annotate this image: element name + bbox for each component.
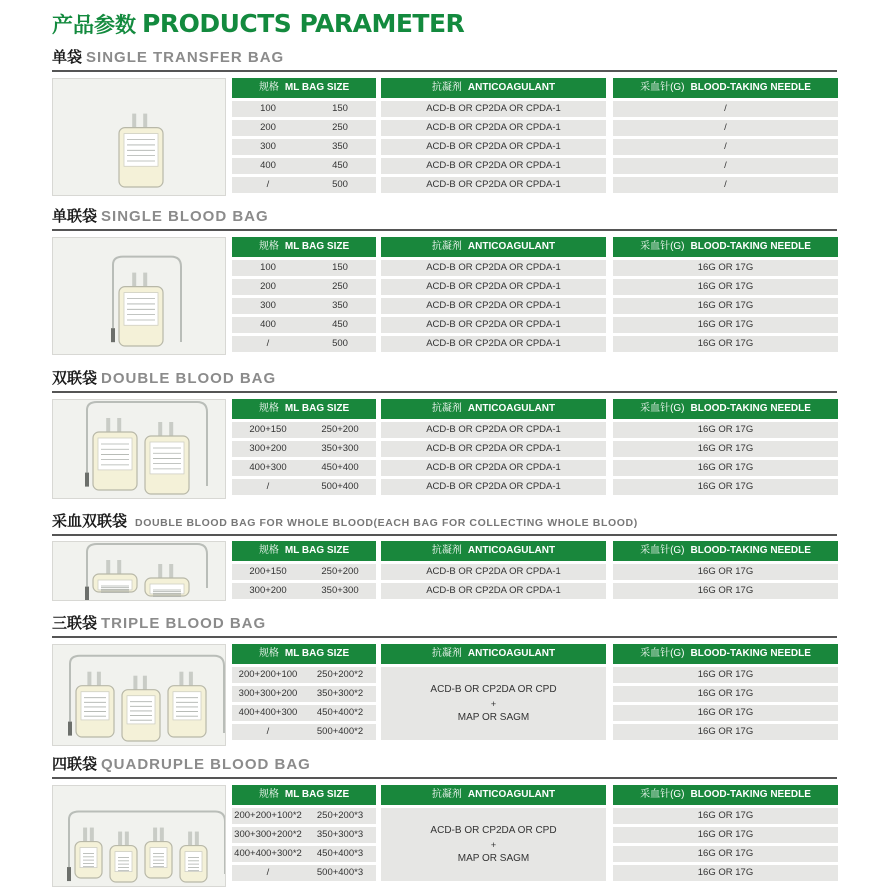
anticoagulant-cell: ACD-B OR CP2DA OR CPDA-1 xyxy=(381,139,606,155)
table-row xyxy=(232,865,376,881)
anticoagulant-cell: ACD-B OR CP2DA OR CPDA-1 xyxy=(381,158,606,174)
header-anticoagulant: 抗凝剂 ANTICOAGULANT xyxy=(381,644,606,664)
size-column xyxy=(232,644,376,740)
anticoagulant-cell: ACD-B OR CP2DA OR CPDA-1 xyxy=(381,441,606,457)
anticoagulant-column xyxy=(381,78,606,193)
size-value: / xyxy=(266,338,270,349)
size-value: 450 xyxy=(332,319,348,330)
needle-cell: / xyxy=(613,177,838,193)
section-title-en: DOUBLE BLOOD BAG xyxy=(101,370,277,387)
section-2 xyxy=(52,369,837,492)
table-row xyxy=(232,441,376,457)
header-needle: 采血针(G) BLOOD-TAKING NEEDLE xyxy=(613,541,838,561)
needle-cell: / xyxy=(613,120,838,136)
table-row xyxy=(232,686,376,702)
size-value: 200 xyxy=(260,281,276,292)
anticoagulant-cell: ACD-B OR CP2DA OR CPDA-1 xyxy=(381,460,606,476)
size-value: 200+200+100*2 xyxy=(234,810,302,821)
needle-column xyxy=(613,785,838,881)
section-title-cn: 双联袋 xyxy=(52,370,98,387)
anticoagulant-column xyxy=(381,399,606,495)
section-title xyxy=(52,512,837,532)
size-value: / xyxy=(266,867,270,878)
needle-column xyxy=(613,237,838,352)
table-row xyxy=(232,120,376,136)
section-divider xyxy=(52,391,837,393)
table-row xyxy=(232,317,376,333)
size-value: 300 xyxy=(260,141,276,152)
size-column xyxy=(232,78,376,193)
page-title xyxy=(52,8,464,40)
anticoagulant-cell: ACD-B OR CP2DA OR CPDA-1 xyxy=(381,583,606,599)
needle-cell: 16G OR 17G xyxy=(613,298,838,314)
section-title-en: SINGLE TRANSFER BAG xyxy=(86,49,285,66)
needle-cell: 16G OR 17G xyxy=(613,564,838,580)
needle-cell: / xyxy=(613,158,838,174)
size-value: 300+300+200 xyxy=(238,688,298,699)
needle-cell: 16G OR 17G xyxy=(613,846,838,862)
anticoagulant-column xyxy=(381,237,606,352)
product-image xyxy=(52,644,226,746)
product-image xyxy=(52,237,226,355)
needle-cell: / xyxy=(613,139,838,155)
table-row xyxy=(232,583,376,599)
section-title xyxy=(52,755,837,775)
size-value: 250+200 xyxy=(321,424,359,435)
anticoagulant-column xyxy=(381,541,606,599)
size-value: 500 xyxy=(332,179,348,190)
header-anticoagulant: 抗凝剂 ANTICOAGULANT xyxy=(381,541,606,561)
anticoagulant-cell: ACD-B OR CP2DA OR CPDA-1 xyxy=(381,317,606,333)
needle-cell: 16G OR 17G xyxy=(613,422,838,438)
anticoagulant-line: ACD-B OR CP2DA OR CPD xyxy=(430,683,557,695)
anticoagulant-cell: ACD-B OR CP2DA OR CPDA-1 xyxy=(381,101,606,117)
table-row xyxy=(232,724,376,740)
needle-column xyxy=(613,644,838,740)
size-value: 450 xyxy=(332,160,348,171)
anticoagulant-column xyxy=(381,785,606,881)
size-value: 250+200 xyxy=(321,566,359,577)
section-title xyxy=(52,207,837,227)
table-row xyxy=(232,260,376,276)
needle-cell: 16G OR 17G xyxy=(613,336,838,352)
anticoagulant-cell: ACD-B OR CP2DA OR CPDA-1 xyxy=(381,564,606,580)
header-needle: 采血针(G) BLOOD-TAKING NEEDLE xyxy=(613,399,838,419)
table-row xyxy=(232,827,376,843)
size-value: 150 xyxy=(332,103,348,114)
section-title-cn: 单袋 xyxy=(52,49,83,66)
size-value: 200+200+100 xyxy=(238,669,298,680)
section-5 xyxy=(52,755,837,878)
section-1 xyxy=(52,207,837,349)
table-row xyxy=(232,139,376,155)
section-title-en: SINGLE BLOOD BAG xyxy=(101,208,269,225)
size-value: 100 xyxy=(260,262,276,273)
needle-cell: 16G OR 17G xyxy=(613,279,838,295)
size-value: 200 xyxy=(260,122,276,133)
anticoagulant-cell: ACD-B OR CP2DA OR CPDA-1 xyxy=(381,120,606,136)
needle-cell: 16G OR 17G xyxy=(613,260,838,276)
anticoagulant-cell: ACD-B OR CP2DA OR CPDA-1 xyxy=(381,177,606,193)
header-anticoagulant: 抗凝剂 ANTICOAGULANT xyxy=(381,399,606,419)
size-value: 400 xyxy=(260,160,276,171)
size-value: / xyxy=(266,481,270,492)
header-anticoagulant: 抗凝剂 ANTICOAGULANT xyxy=(381,785,606,805)
anticoagulant-plus: + xyxy=(490,839,497,850)
header-bag-size: 规格 ML BAG SIZE xyxy=(232,785,376,805)
header-anticoagulant: 抗凝剂 ANTICOAGULANT xyxy=(381,237,606,257)
header-bag-size: 规格 ML BAG SIZE xyxy=(232,644,376,664)
table-row xyxy=(232,279,376,295)
size-value: 400+400+300 xyxy=(238,707,298,718)
size-value: 250 xyxy=(332,281,348,292)
needle-cell: 16G OR 17G xyxy=(613,441,838,457)
size-value: 400 xyxy=(260,319,276,330)
needle-column xyxy=(613,78,838,193)
size-value: 150 xyxy=(332,262,348,273)
table-row xyxy=(232,336,376,352)
needle-cell: 16G OR 17G xyxy=(613,583,838,599)
size-value: 250+200*3 xyxy=(316,810,364,821)
anticoagulant-plus: + xyxy=(490,698,497,709)
section-title xyxy=(52,614,837,634)
section-divider xyxy=(52,777,837,779)
section-title xyxy=(52,369,837,389)
section-4 xyxy=(52,614,837,737)
header-bag-size: 规格 ML BAG SIZE xyxy=(232,399,376,419)
size-value: 350+300*3 xyxy=(316,829,364,840)
header-needle: 采血针(G) BLOOD-TAKING NEEDLE xyxy=(613,237,838,257)
size-value: 450+400*3 xyxy=(316,848,364,859)
size-value: 200+150 xyxy=(249,424,287,435)
anticoagulant-merged-cell xyxy=(381,808,606,881)
size-column xyxy=(232,399,376,495)
size-value: 300+300+200*2 xyxy=(234,829,302,840)
needle-cell: 16G OR 17G xyxy=(613,317,838,333)
needle-column xyxy=(613,541,838,599)
size-value: / xyxy=(266,179,270,190)
size-value: 450+400*2 xyxy=(316,707,364,718)
header-needle: 采血针(G) BLOOD-TAKING NEEDLE xyxy=(613,644,838,664)
product-image xyxy=(52,399,226,499)
page-title-cn: 产品参数 xyxy=(52,14,136,37)
size-value: 250+200*2 xyxy=(316,669,364,680)
table-row xyxy=(232,667,376,683)
size-value: / xyxy=(266,726,270,737)
product-image xyxy=(52,78,226,196)
anticoagulant-cell: ACD-B OR CP2DA OR CPDA-1 xyxy=(381,260,606,276)
size-value: 350+300*2 xyxy=(316,688,364,699)
anticoagulant-cell: ACD-B OR CP2DA OR CPDA-1 xyxy=(381,479,606,495)
section-title-cn: 三联袋 xyxy=(52,615,98,632)
size-value: 400+400+300*2 xyxy=(234,848,302,859)
needle-cell: 16G OR 17G xyxy=(613,865,838,881)
section-0 xyxy=(52,48,837,190)
section-title-en: DOUBLE BLOOD BAG FOR WHOLE BLOOD(EACH BAG FOR COLLECTING WHOLE BLOOD) xyxy=(135,517,638,529)
section-title xyxy=(52,48,837,68)
anticoagulant-cell: ACD-B OR CP2DA OR CPDA-1 xyxy=(381,336,606,352)
table-row xyxy=(232,846,376,862)
needle-column xyxy=(613,399,838,495)
size-value: 500+400 xyxy=(321,481,359,492)
size-value: 350+300 xyxy=(321,585,359,596)
anticoagulant-line: ACD-B OR CP2DA OR CPD xyxy=(430,824,557,836)
size-column xyxy=(232,541,376,599)
size-value: 500 xyxy=(332,338,348,349)
needle-cell: / xyxy=(613,101,838,117)
needle-cell: 16G OR 17G xyxy=(613,705,838,721)
header-anticoagulant: 抗凝剂 ANTICOAGULANT xyxy=(381,78,606,98)
anticoagulant-column xyxy=(381,644,606,740)
size-value: 350 xyxy=(332,300,348,311)
section-title-cn: 单联袋 xyxy=(52,208,98,225)
size-value: 300+200 xyxy=(249,443,287,454)
header-needle: 采血针(G) BLOOD-TAKING NEEDLE xyxy=(613,78,838,98)
size-column xyxy=(232,237,376,352)
header-needle: 采血针(G) BLOOD-TAKING NEEDLE xyxy=(613,785,838,805)
anticoagulant-cell: ACD-B OR CP2DA OR CPDA-1 xyxy=(381,422,606,438)
needle-cell: 16G OR 17G xyxy=(613,460,838,476)
product-image xyxy=(52,541,226,601)
size-value: 250 xyxy=(332,122,348,133)
table-row xyxy=(232,298,376,314)
size-value: 200+150 xyxy=(249,566,287,577)
anticoagulant-cell: ACD-B OR CP2DA OR CPDA-1 xyxy=(381,279,606,295)
section-title-en: QUADRUPLE BLOOD BAG xyxy=(101,756,311,773)
header-bag-size: 规格 ML BAG SIZE xyxy=(232,541,376,561)
table-row xyxy=(232,808,376,824)
needle-cell: 16G OR 17G xyxy=(613,479,838,495)
section-divider xyxy=(52,229,837,231)
needle-cell: 16G OR 17G xyxy=(613,667,838,683)
section-divider xyxy=(52,636,837,638)
section-title-cn: 采血双联袋 xyxy=(52,513,128,530)
size-value: 450+400 xyxy=(321,462,359,473)
table-row xyxy=(232,158,376,174)
anticoagulant-cell: ACD-B OR CP2DA OR CPDA-1 xyxy=(381,298,606,314)
section-divider xyxy=(52,70,837,72)
needle-cell: 16G OR 17G xyxy=(613,686,838,702)
header-bag-size: 规格 ML BAG SIZE xyxy=(232,237,376,257)
table-row xyxy=(232,422,376,438)
table-row xyxy=(232,177,376,193)
size-value: 300 xyxy=(260,300,276,311)
header-bag-size: 规格 ML BAG SIZE xyxy=(232,78,376,98)
section-divider xyxy=(52,534,837,536)
table-row xyxy=(232,479,376,495)
size-value: 500+400*3 xyxy=(316,867,364,878)
table-row xyxy=(232,101,376,117)
size-value: 300+200 xyxy=(249,585,287,596)
table-row xyxy=(232,564,376,580)
section-title-en: TRIPLE BLOOD BAG xyxy=(101,615,267,632)
size-value: 500+400*2 xyxy=(316,726,364,737)
page-title-en: PRODUCTS PARAMETER xyxy=(142,9,465,38)
table-row xyxy=(232,460,376,476)
needle-cell: 16G OR 17G xyxy=(613,827,838,843)
table-row xyxy=(232,705,376,721)
size-value: 350 xyxy=(332,141,348,152)
needle-cell: 16G OR 17G xyxy=(613,724,838,740)
needle-cell: 16G OR 17G xyxy=(613,808,838,824)
section-3 xyxy=(52,512,837,596)
size-column xyxy=(232,785,376,881)
size-value: 350+300 xyxy=(321,443,359,454)
size-value: 100 xyxy=(260,103,276,114)
size-value: 400+300 xyxy=(249,462,287,473)
anticoagulant-merged-cell xyxy=(381,667,606,740)
section-title-cn: 四联袋 xyxy=(52,756,98,773)
anticoagulant-line: MAP OR SAGM xyxy=(457,711,530,723)
anticoagulant-line: MAP OR SAGM xyxy=(457,852,530,864)
product-image xyxy=(52,785,226,887)
